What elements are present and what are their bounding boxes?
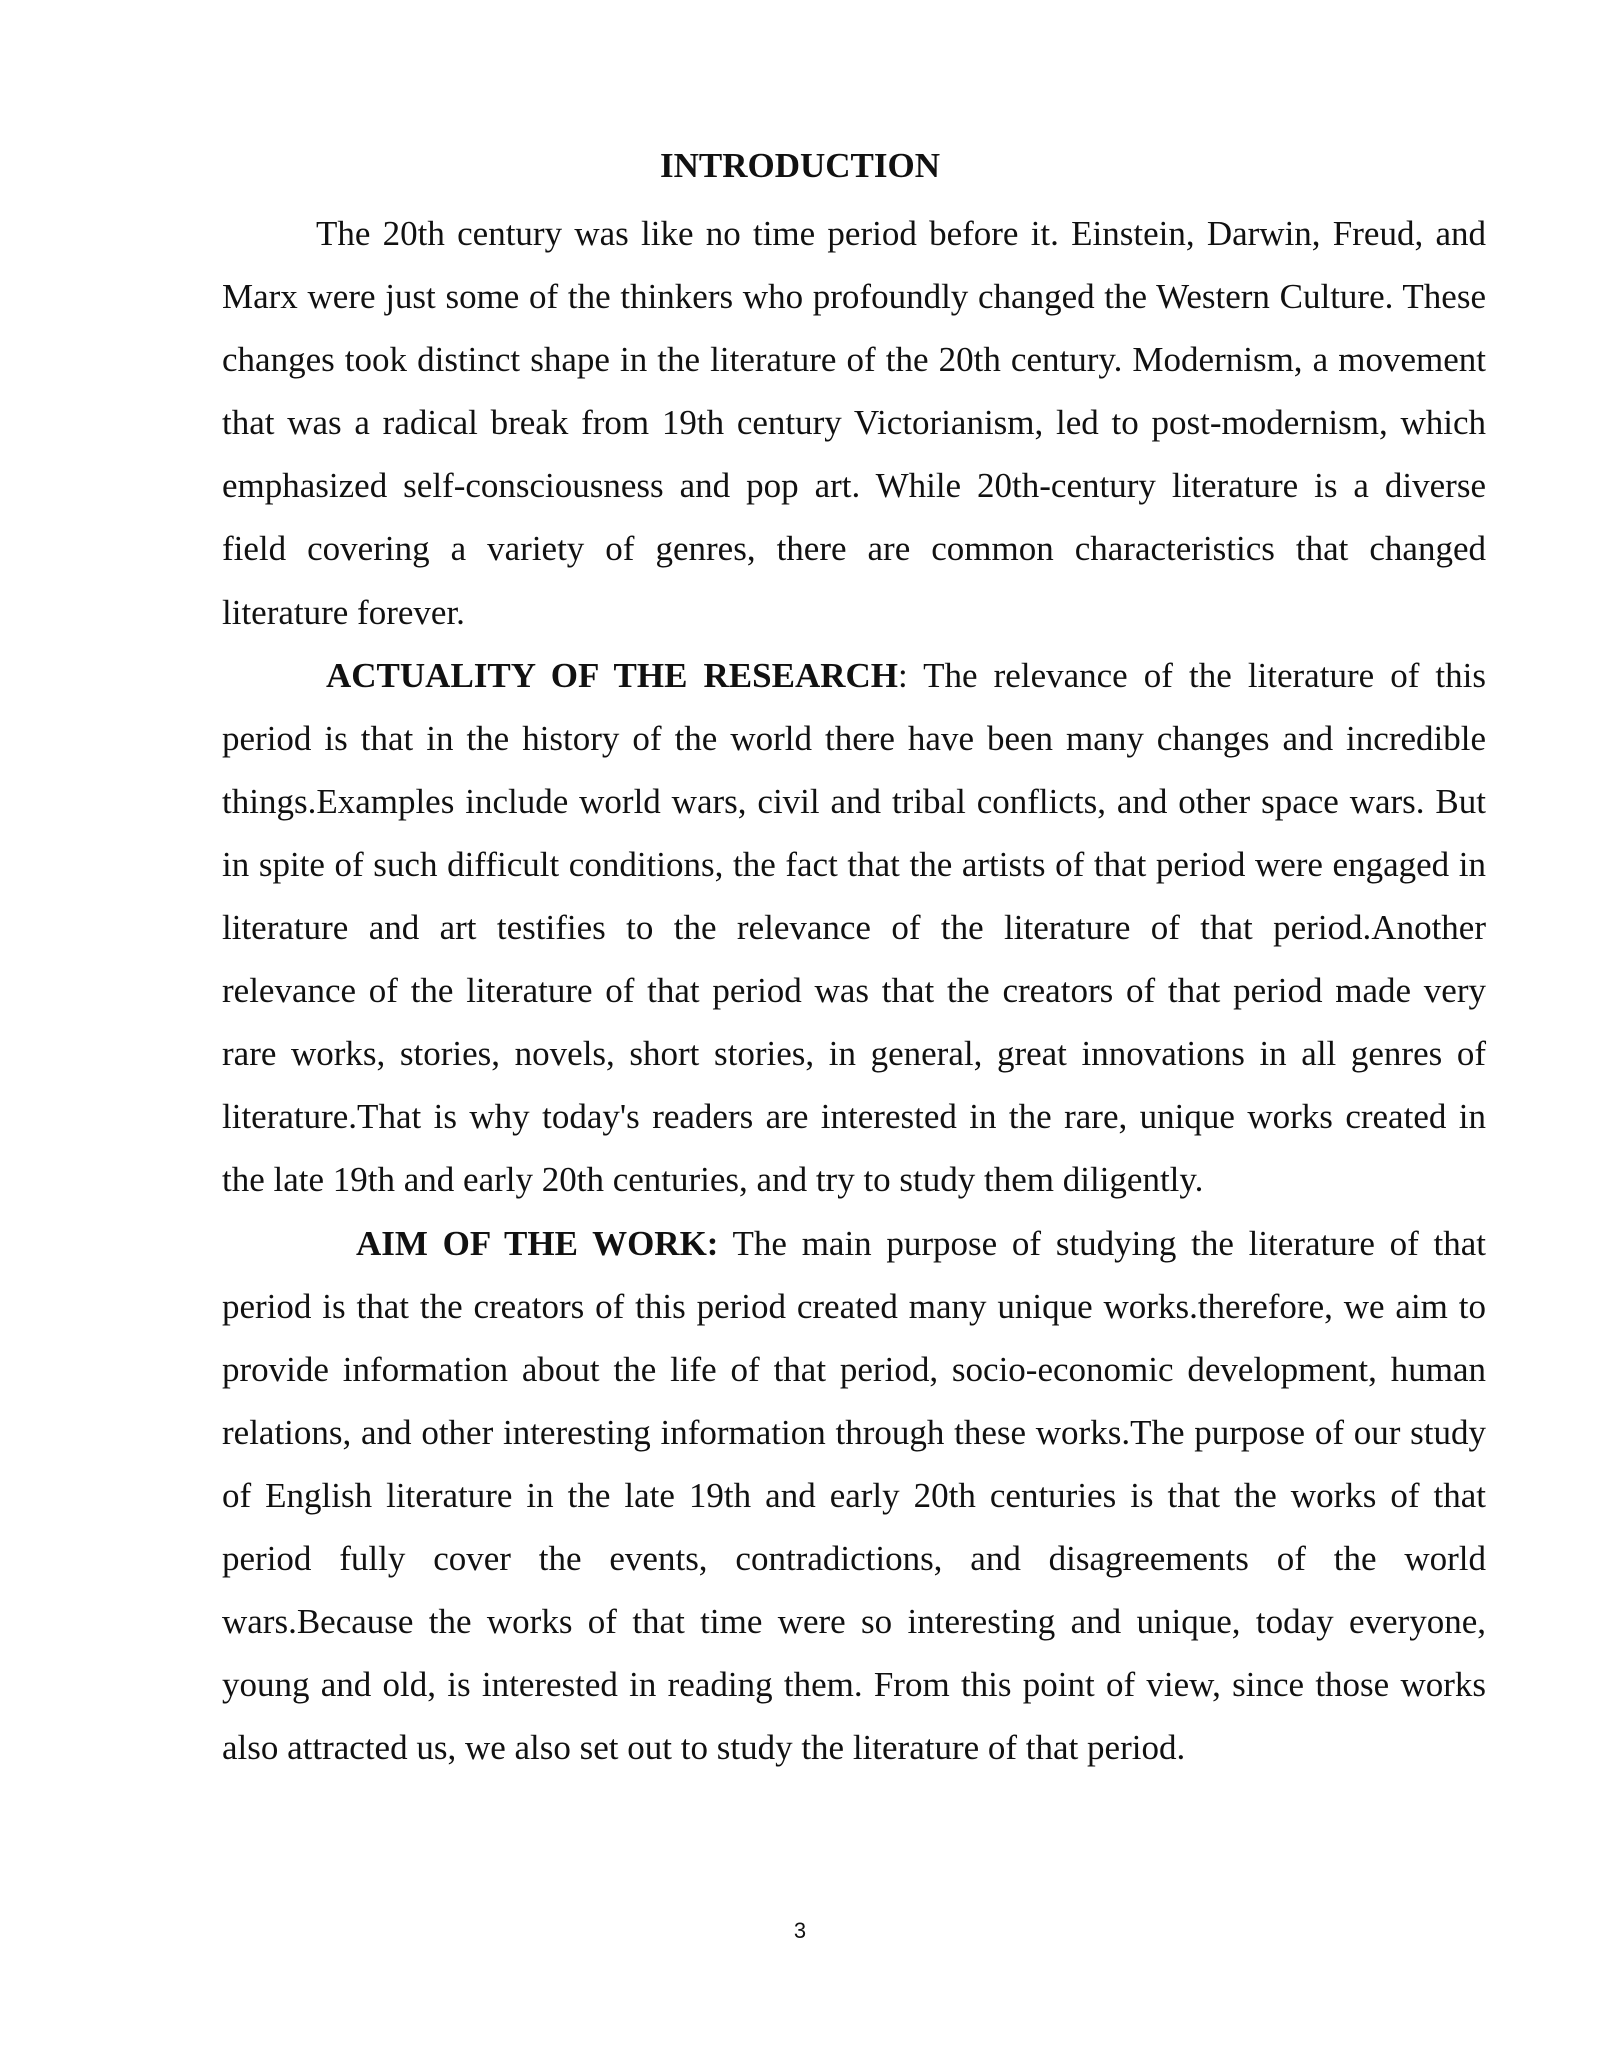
paragraph-lead-heading: ACTUALITY OF THE RESEARCH	[326, 655, 899, 695]
paragraph-text: The 20th century was like no time period before it. Einstein, Darwin, Freud, and Marx were just some of the thinkers who profoundly changed the Western Culture. These changes took distinct shape in the literature of the 20th century. Modernism, a movement that was a radical break from 19th century Victorianism, led to post-modernism, which emphasized self-consciousness and pop art. While 20th-century literature is a diverse field covering a variety of genres, there are common characteristics that changed literature forever.	[222, 214, 1486, 632]
body-text	[222, 202, 1486, 1779]
paragraph-text: The main purpose of studying the literature of that period is that the creators of this period created many unique works.therefore, we aim to provide information about the life of that period, socio-economic development, human relations, and other interesting information through these works.The purpose of our study of English literature in the late 19th and early 20th centuries is that the works of that period fully cover the events, contradictions, and disagreements of the world wars.Because the works of that time were so interesting and unique, today everyone, young and old, is interested in reading them. From this point of view, since those works also attracted us, we also set out to study the literature of that period.	[222, 1223, 1486, 1768]
paragraph-text: : The relevance of the literature of this period is that in the history of the world there have been many changes and incredible things.Examples include world wars, civil and tribal conflicts, and other space wars. But in spite of such difficult conditions, the fact that the artists of that period were engaged in literature and art testifies to the relevance of the literature of that period.Another relevance of the literature of that period was that the creators of that period made very rare works, stories, novels, short stories, in general, great innovations in all genres of literature.That is why today's readers are interested in the rare, unique works created in the late 19th and early 20th centuries, and try to study them diligently.	[222, 655, 1486, 1200]
page-number: 3	[793, 1918, 807, 1943]
section-heading: INTRODUCTION	[659, 146, 941, 185]
paragraph-lead-heading: AIM OF THE WORK:	[356, 1223, 719, 1263]
paragraph-actuality	[222, 644, 1486, 1212]
paragraph-introduction	[222, 202, 1486, 644]
paragraph-aim	[222, 1212, 1486, 1780]
